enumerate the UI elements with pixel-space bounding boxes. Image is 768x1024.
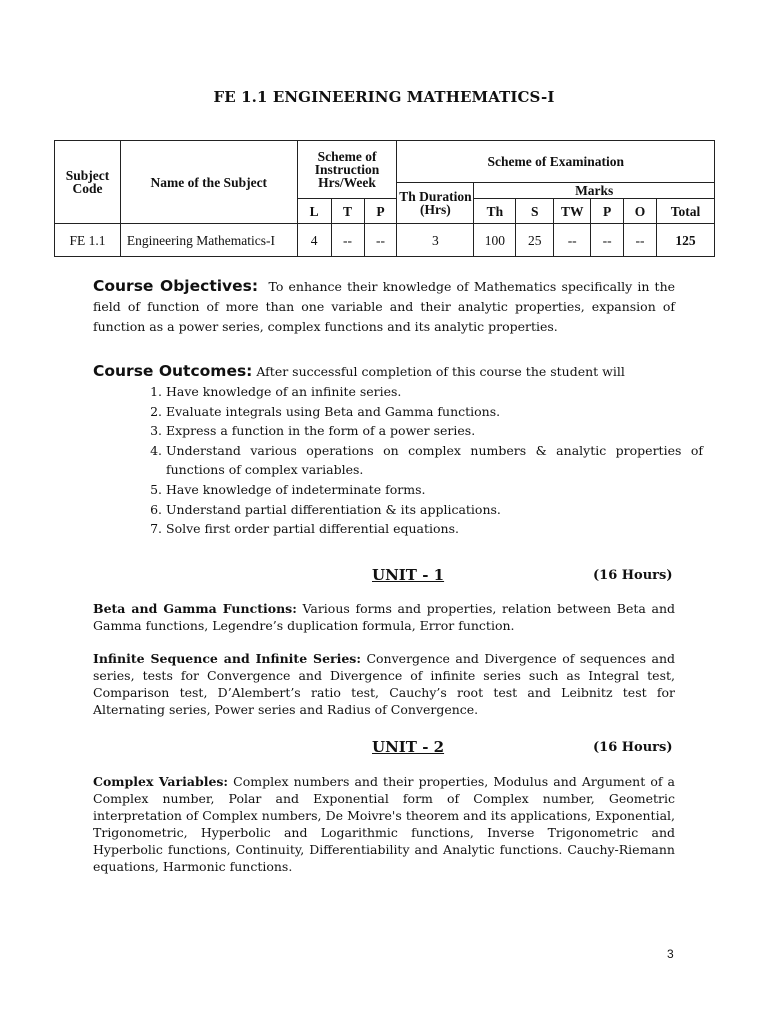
list-item: 7. Solve first order partial differential equations. xyxy=(166,519,703,539)
outcomes-intro: After successful completion of this course the student will xyxy=(256,364,625,379)
list-item: 5. Have knowledge of indeterminate forms. xyxy=(166,480,703,500)
list-item: 2. Evaluate integrals using Beta and Gamma functions. xyxy=(166,402,703,422)
total-marks-cell: 125 xyxy=(657,224,715,257)
tw-marks-cell: -- xyxy=(554,224,591,257)
s-marks-cell: 25 xyxy=(516,224,554,257)
list-item: 3. Express a function in the form of a power series. xyxy=(166,421,703,441)
th-duration-header: Th Duration (Hrs) xyxy=(397,183,474,224)
t-header: T xyxy=(331,199,364,224)
objectives-heading: Course Objectives: xyxy=(93,277,259,295)
infinite-series-text: Convergence and Divergence of sequences and series, tests for Convergence and Divergence of infinite series such as Integral test, Comparison test, D’Alembert’s ratio test, Cauchy’s root test and Leibnitz test for Alternating series, Power series and Radius of Convergence. xyxy=(93,651,675,717)
subject-name-header: Name of the Subject xyxy=(120,141,297,224)
list-item: 6. Understand partial differentiation & its applications. xyxy=(166,500,703,520)
table-row xyxy=(55,224,715,257)
p-marks-header: P xyxy=(591,199,624,224)
course-outcomes xyxy=(93,361,675,382)
subject-name-cell: Engineering Mathematics-I xyxy=(120,224,297,257)
beta-gamma-heading: Beta and Gamma Functions: xyxy=(93,601,297,616)
th-marks-header: Th xyxy=(474,199,516,224)
complex-variables-paragraph xyxy=(93,773,675,875)
complex-variables-heading: Complex Variables: xyxy=(93,774,229,789)
l-cell: 4 xyxy=(297,224,331,257)
th-marks-cell: 100 xyxy=(474,224,516,257)
s-marks-header: S xyxy=(516,199,554,224)
outcomes-heading: Course Outcomes: xyxy=(93,362,253,380)
o-marks-header: O xyxy=(624,199,657,224)
instruction-header: Scheme of Instruction Hrs/Week xyxy=(297,141,397,199)
subject-code-header: Subject Code xyxy=(55,141,121,224)
beta-gamma-paragraph xyxy=(93,600,675,634)
scheme-table-grid xyxy=(54,140,715,257)
complex-variables-text: Complex numbers and their properties, Modulus and Argument of a Complex number, Polar and Exponential form of Complex number, Geometric interpretation of Complex numbers, De Moivre's theorem and its applications, Exponential, Trigonometric, Hyperbolic and Logarithmic functions, Inverse Trigonometric and Hyperbolic functions, Continuity, Differentiability and Analytic functions. Cauchy-Riemann equations, Harmonic functions. xyxy=(93,774,676,874)
l-header: L xyxy=(297,199,331,224)
outcomes-list xyxy=(140,382,703,539)
beta-gamma-text: Various forms and properties, relation between Beta and Gamma functions, Legendre’s duplication formula, Error function. xyxy=(93,601,675,633)
o-marks-cell: -- xyxy=(624,224,657,257)
subject-code-cell: FE 1.1 xyxy=(55,224,121,257)
p-cell: -- xyxy=(364,224,397,257)
p-marks-cell: -- xyxy=(591,224,624,257)
unit-1-hours: (16 Hours) xyxy=(593,568,673,583)
infinite-series-heading: Infinite Sequence and Infinite Series: xyxy=(93,651,361,666)
unit-1-title: UNIT - 1 xyxy=(372,566,445,584)
infinite-series-paragraph xyxy=(93,650,675,718)
objectives-text: To enhance their knowledge of Mathematics specifically in the field of function of more than one variable and their analytic properties, expansion of function as a power series, complex functions and its analytic properties. xyxy=(93,279,676,334)
p-header: P xyxy=(364,199,397,224)
marks-header: Marks xyxy=(474,183,715,199)
examination-header: Scheme of Examination xyxy=(397,141,715,183)
list-item: 4. Understand various operations on complex numbers & analytic properties of functions of complex variables. xyxy=(166,441,703,480)
page-title: FE 1.1 ENGINEERING MATHEMATICS-I xyxy=(213,88,555,106)
duration-cell: 3 xyxy=(397,224,474,257)
unit-2-title: UNIT - 2 xyxy=(372,738,445,756)
page-number: 3 xyxy=(667,947,674,961)
tw-marks-header: TW xyxy=(554,199,591,224)
total-marks-header: Total xyxy=(657,199,715,224)
list-item: 1. Have knowledge of an infinite series. xyxy=(166,382,703,402)
unit-2-hours: (16 Hours) xyxy=(593,740,673,755)
course-objectives xyxy=(93,276,675,337)
t-cell: -- xyxy=(331,224,364,257)
